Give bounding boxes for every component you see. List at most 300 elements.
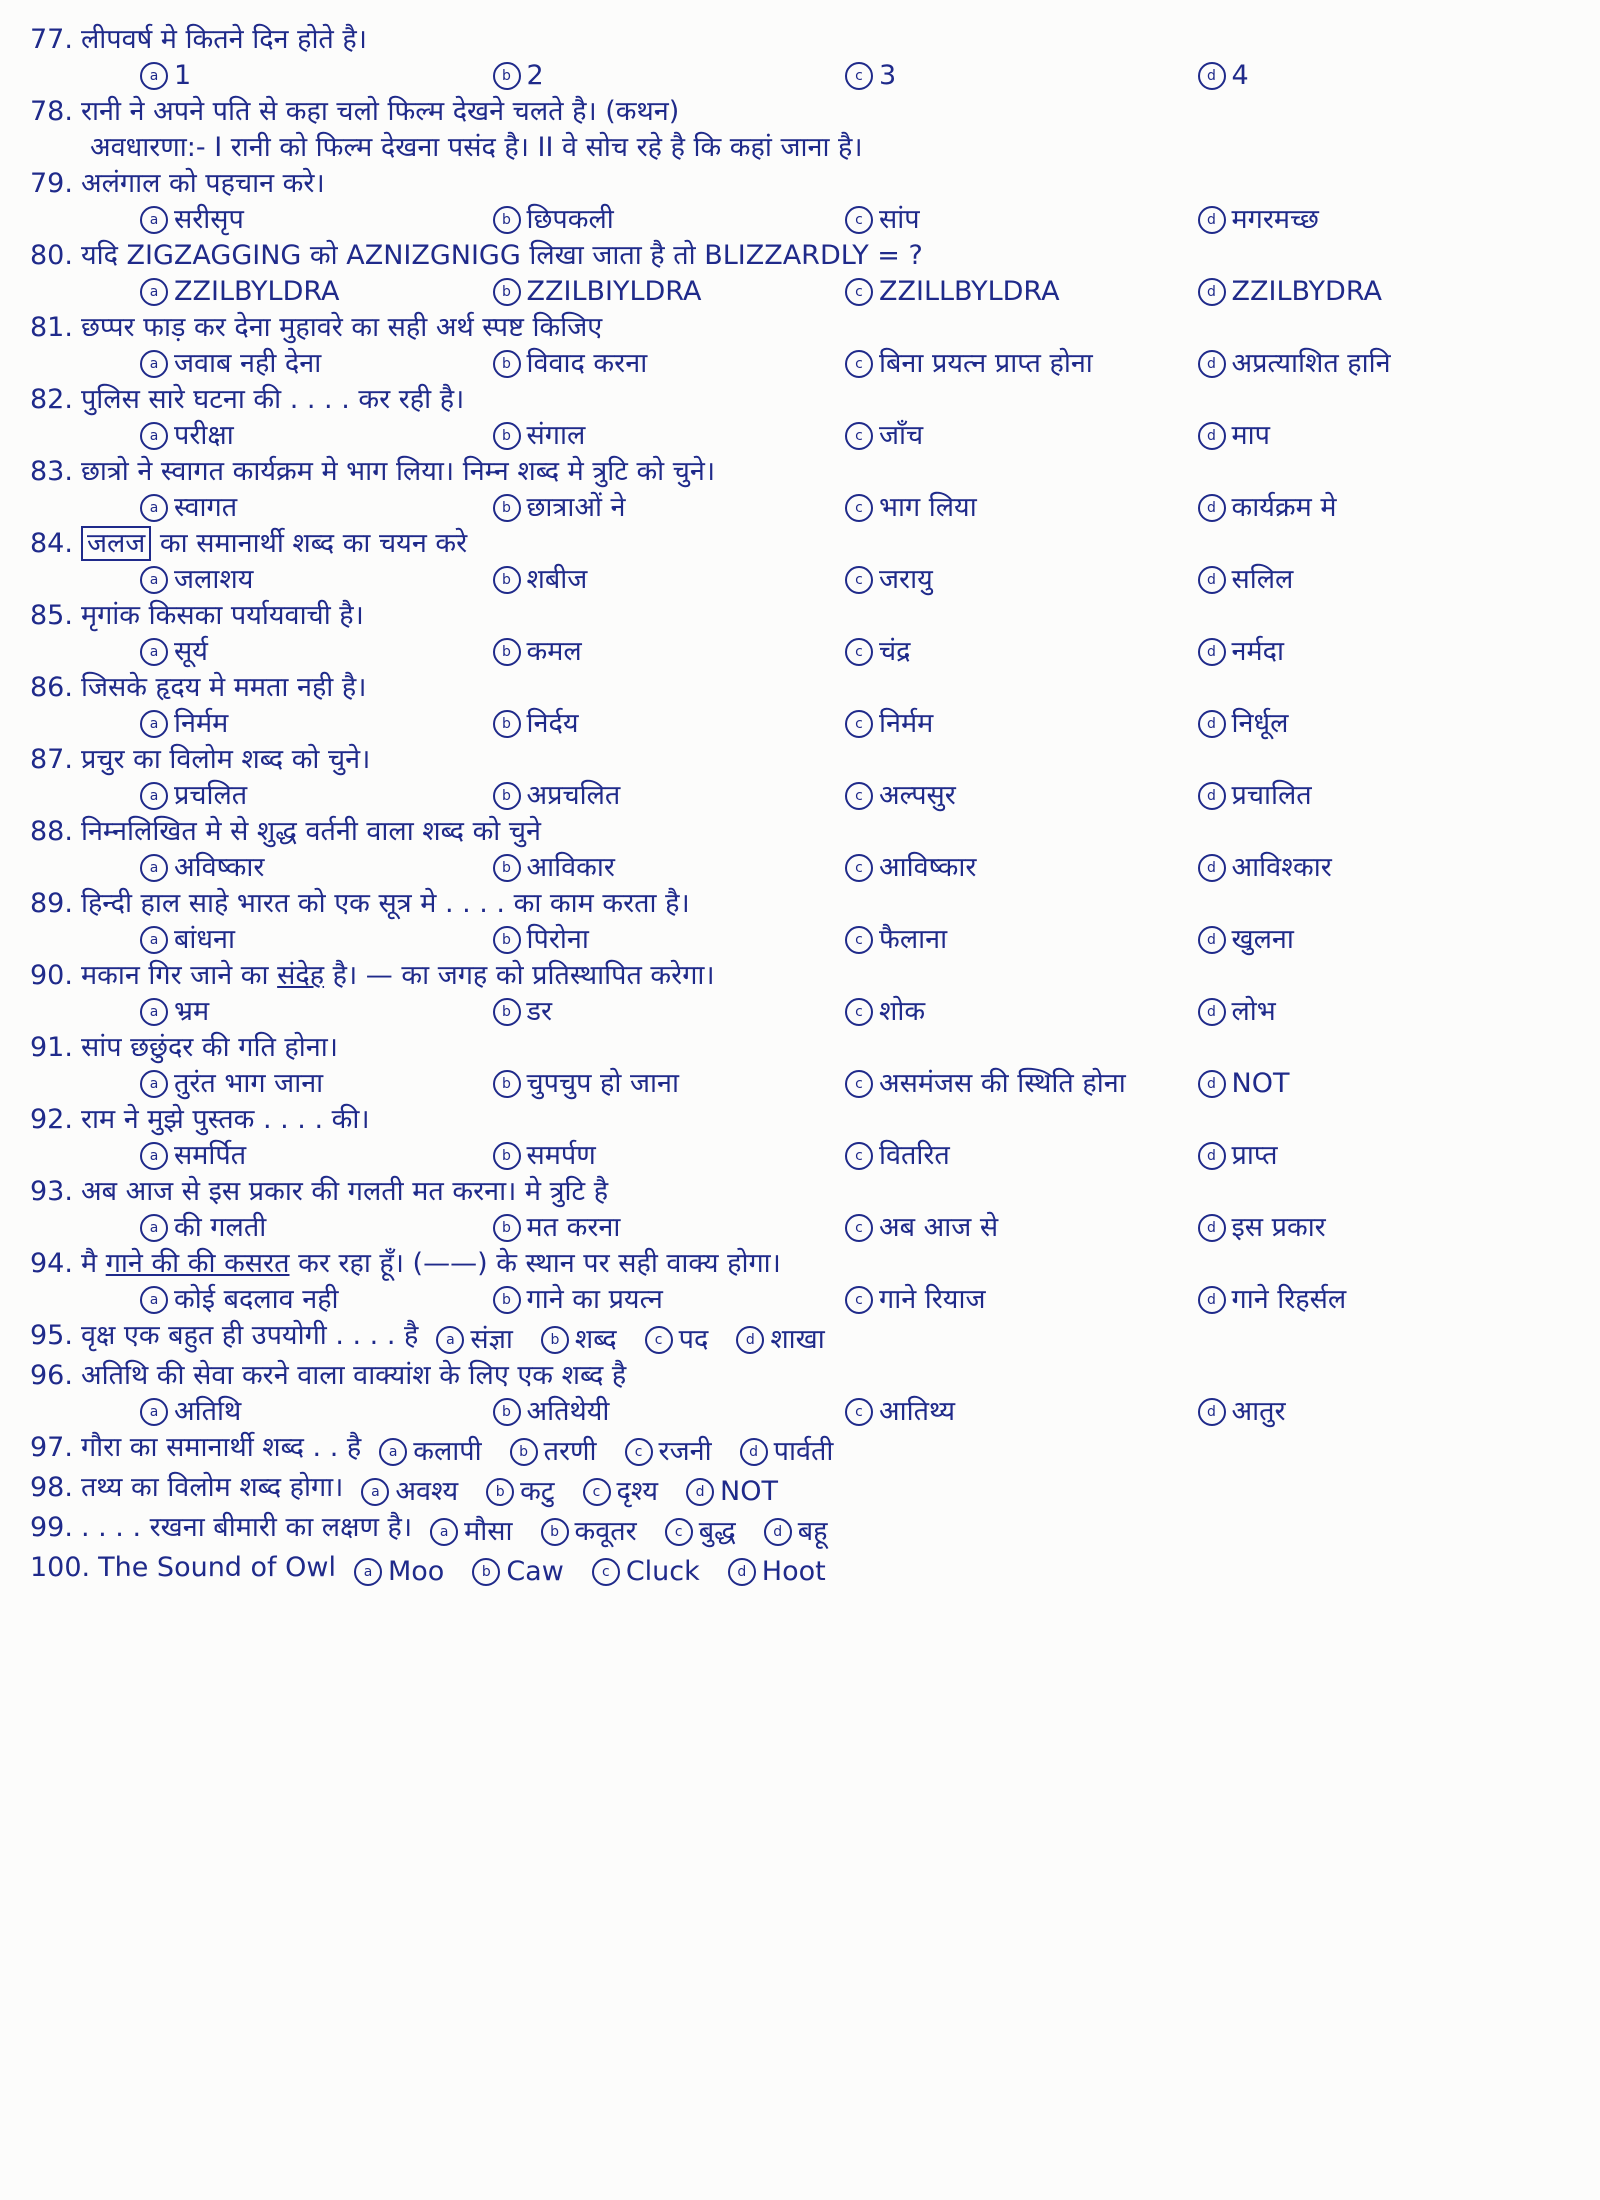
option-text: ZZILBYLDRA: [174, 276, 340, 307]
option-b[interactable]: [541, 1322, 617, 1358]
inline-options: [436, 1322, 852, 1358]
option-text: बुद्ध: [698, 1516, 736, 1547]
option-b[interactable]: [493, 346, 846, 382]
question-item: [30, 1030, 1550, 1102]
option-text: परीक्षा: [174, 420, 234, 451]
options-row: [30, 1394, 1550, 1430]
option-text: NOT: [720, 1476, 778, 1507]
option-text: सरीसृप: [174, 204, 244, 235]
option-a[interactable]: [436, 1322, 513, 1358]
option-text: चंद्र: [879, 636, 911, 667]
option-text: सांप: [879, 204, 920, 235]
option-mark: c: [645, 1326, 673, 1354]
option-a[interactable]: [361, 1474, 458, 1510]
option-mark: a: [140, 1142, 168, 1170]
option-c[interactable]: [845, 346, 1198, 382]
option-d[interactable]: [728, 1554, 826, 1590]
option-mark: c: [845, 710, 873, 738]
option-text: अविष्कार: [174, 852, 265, 883]
option-b[interactable]: [493, 58, 846, 94]
option-text: अवश्य: [395, 1476, 459, 1507]
question-line: [30, 958, 1550, 994]
options-row: [30, 1282, 1550, 1318]
option-mark: d: [1198, 854, 1226, 882]
question-number: 85.: [30, 600, 73, 631]
option-a[interactable]: [140, 1282, 493, 1318]
option-text: संगाल: [526, 420, 586, 451]
option-text: डर: [526, 996, 552, 1027]
option-a[interactable]: [140, 1066, 493, 1102]
question-number: 84.: [30, 528, 73, 559]
option-a[interactable]: [140, 994, 493, 1030]
option-text: छिपकली: [526, 204, 614, 235]
option-mark: c: [845, 1142, 873, 1170]
option-text: मगरमच्छ: [1231, 204, 1319, 235]
option-d[interactable]: [1198, 418, 1551, 454]
option-a[interactable]: [140, 1138, 493, 1174]
option-text: कमल: [526, 636, 582, 667]
option-mark: c: [845, 1398, 873, 1426]
question-item: [30, 94, 1550, 166]
option-text: समर्पित: [174, 1140, 247, 1171]
option-d[interactable]: [1198, 490, 1551, 526]
option-mark: a: [140, 926, 168, 954]
option-c[interactable]: [583, 1474, 658, 1510]
option-mark: d: [1198, 926, 1226, 954]
option-mark: a: [361, 1478, 389, 1506]
options-row: [30, 994, 1550, 1030]
option-b[interactable]: [493, 274, 846, 310]
option-mark: c: [592, 1558, 620, 1586]
option-a[interactable]: [140, 1394, 493, 1430]
option-text: सूर्य: [174, 636, 208, 667]
option-text: अप्रत्याशित हानि: [1231, 348, 1391, 379]
option-d[interactable]: [1198, 1394, 1551, 1430]
question-item: [30, 526, 1550, 598]
question-item: [30, 598, 1550, 670]
question-text: का समानार्थी शब्द का चयन करे: [159, 528, 468, 559]
option-d[interactable]: [736, 1322, 824, 1358]
question-number: 94.: [30, 1248, 73, 1279]
option-text: ZZILBIYLDRA: [526, 276, 702, 307]
option-mark: a: [379, 1438, 407, 1466]
option-d[interactable]: [1198, 922, 1551, 958]
question-text: राम ने मुझे पुस्तक . . . . की।: [80, 1104, 370, 1135]
option-text: बिना प्रयत्न प्राप्त होना: [879, 348, 1093, 379]
option-mark: c: [845, 926, 873, 954]
option-d[interactable]: [1198, 634, 1551, 670]
option-mark: a: [140, 278, 168, 306]
question-number: 98.: [30, 1472, 73, 1503]
option-c[interactable]: [845, 1394, 1198, 1430]
option-d[interactable]: [1198, 562, 1551, 598]
question-line: [30, 22, 1550, 58]
option-mark: c: [845, 206, 873, 234]
option-c[interactable]: [592, 1554, 700, 1590]
option-a[interactable]: [140, 922, 493, 958]
question-text: यदि ZIGZAGGING को AZNIZGNIGG लिखा जाता है तो BLIZZARDLY = ?: [80, 240, 923, 271]
option-mark: d: [728, 1558, 756, 1586]
question-item: [30, 958, 1550, 1030]
question-text: लीपवर्ष मे कितने दिन होते है।: [80, 24, 367, 55]
question-number: 93.: [30, 1176, 73, 1207]
option-b[interactable]: [493, 994, 846, 1030]
option-text: सलिल: [1231, 564, 1294, 595]
option-text: कवूतर: [574, 1516, 637, 1547]
question-text: छप्पर फाड़ कर देना मुहावरे का सही अर्थ स्पष्ट किजिए: [80, 312, 603, 343]
option-b[interactable]: [493, 922, 846, 958]
question-text: अतिथि की सेवा करने वाला वाक्यांश के लिए एक शब्द है: [80, 1360, 627, 1391]
option-d[interactable]: [1198, 706, 1551, 742]
option-text: निर्मम: [879, 708, 934, 739]
options-row: [30, 274, 1550, 310]
option-b[interactable]: [486, 1474, 554, 1510]
option-text: चुपचुप हो जाना: [526, 1068, 679, 1099]
question-number: 97.: [30, 1432, 73, 1463]
option-mark: d: [1198, 422, 1226, 450]
option-mark: c: [845, 62, 873, 90]
question-text: अलंगाल को पहचान करे।: [80, 168, 325, 199]
option-a[interactable]: [140, 634, 493, 670]
question-item: [30, 742, 1550, 814]
option-mark: c: [845, 998, 873, 1026]
option-b[interactable]: [493, 778, 846, 814]
option-mark: b: [493, 638, 521, 666]
option-text: फैलाना: [879, 924, 948, 955]
question-item: [30, 238, 1550, 310]
option-mark: d: [1198, 206, 1226, 234]
option-mark: a: [140, 350, 168, 378]
option-text: दृश्य: [616, 1476, 659, 1507]
option-b[interactable]: [493, 562, 846, 598]
option-d[interactable]: [1198, 1066, 1551, 1102]
inline-options: [430, 1514, 855, 1550]
option-c[interactable]: [845, 706, 1198, 742]
option-text: शोक: [879, 996, 926, 1027]
option-text: बांधना: [174, 924, 235, 955]
option-text: जवाब नही देना: [174, 348, 322, 379]
option-text: ZZILBYDRA: [1231, 276, 1382, 307]
option-text: आविश्कार: [1231, 852, 1332, 883]
inline-options: [354, 1554, 854, 1590]
option-text: निर्मम: [174, 708, 229, 739]
question-text: . . . . रखना बीमारी का लक्षण है।: [80, 1512, 413, 1543]
option-text: निर्दय: [526, 708, 579, 739]
option-c[interactable]: [845, 490, 1198, 526]
question-text: वृक्ष एक बहुत ही उपयोगी . . . . है: [80, 1320, 419, 1351]
option-text: प्रचालित: [1231, 780, 1312, 811]
option-a[interactable]: [140, 490, 493, 526]
option-text: भाग लिया: [879, 492, 977, 523]
question-item: [30, 670, 1550, 742]
question-number: 79.: [30, 168, 73, 199]
option-mark: c: [583, 1478, 611, 1506]
option-c[interactable]: [645, 1322, 709, 1358]
option-c[interactable]: [845, 850, 1198, 886]
option-text: पद: [678, 1324, 709, 1355]
option-text: Hoot: [761, 1556, 826, 1587]
question-text: रानी ने अपने पति से कहा चलो फिल्म देखने चलते है। (कथन): [80, 96, 680, 127]
question-text: छात्रो ने स्वागत कार्यक्रम मे भाग लिया। निम्न शब्द मे त्रुटि को चुने।: [80, 456, 716, 487]
question-line: [30, 1470, 1550, 1510]
option-d[interactable]: [1198, 202, 1551, 238]
option-d[interactable]: [764, 1514, 828, 1550]
option-c[interactable]: [625, 1434, 712, 1470]
option-mark: d: [764, 1518, 792, 1546]
option-mark: b: [493, 350, 521, 378]
option-mark: a: [436, 1326, 464, 1354]
option-mark: b: [493, 422, 521, 450]
question-item: [30, 814, 1550, 886]
option-d[interactable]: [1198, 850, 1551, 886]
question-line: [30, 310, 1550, 346]
option-c[interactable]: [845, 202, 1198, 238]
option-d[interactable]: [1198, 1282, 1551, 1318]
option-b[interactable]: [472, 1554, 563, 1590]
option-mark: b: [493, 782, 521, 810]
question-item: [30, 1510, 1550, 1550]
option-text: स्वागत: [174, 492, 238, 523]
option-text: लोभ: [1231, 996, 1276, 1027]
option-d[interactable]: [686, 1474, 778, 1510]
question-text: अब आज से इस प्रकार की गलती मत करना। मे त्रुटि है: [80, 1176, 609, 1207]
option-mark: d: [1198, 494, 1226, 522]
option-text: आतिथ्य: [879, 1396, 956, 1427]
question-text: हिन्दी हाल साहे भारत को एक सूत्र मे . . . . का काम करता है।: [80, 888, 690, 919]
question-item: [30, 1470, 1550, 1510]
option-mark: b: [493, 854, 521, 882]
question-number: 100.: [30, 1552, 91, 1583]
question-text: गौरा का समानार्थी शब्द . . है: [80, 1432, 362, 1463]
question-line: [30, 886, 1550, 922]
option-text: शब्द: [574, 1324, 617, 1355]
option-a[interactable]: [140, 58, 493, 94]
option-text: अतिथि: [174, 1396, 242, 1427]
option-mark: b: [541, 1326, 569, 1354]
question-item: [30, 166, 1550, 238]
underlined-phrase: संदेह: [277, 960, 325, 991]
option-text: कलापी: [413, 1436, 482, 1467]
option-text: आविष्कार: [879, 852, 977, 883]
option-text: समर्पण: [526, 1140, 596, 1171]
option-mark: b: [493, 62, 521, 90]
option-c[interactable]: [845, 1138, 1198, 1174]
option-d[interactable]: [1198, 346, 1551, 382]
option-c[interactable]: [845, 562, 1198, 598]
option-a[interactable]: [140, 346, 493, 382]
option-mark: b: [493, 494, 521, 522]
option-b[interactable]: [493, 634, 846, 670]
question-line: [30, 1358, 1550, 1394]
option-b[interactable]: [493, 1394, 846, 1430]
option-mark: c: [845, 278, 873, 306]
option-mark: a: [140, 1070, 168, 1098]
option-d[interactable]: [1198, 778, 1551, 814]
option-c[interactable]: [845, 634, 1198, 670]
option-d[interactable]: [1198, 994, 1551, 1030]
option-text: कटु: [520, 1476, 555, 1507]
question-text: निम्नलिखित मे से शुद्ध वर्तनी वाला शब्द को चुने: [80, 816, 542, 847]
option-mark: b: [510, 1438, 538, 1466]
option-text: 4: [1231, 60, 1249, 91]
question-line: [30, 382, 1550, 418]
question-line: [30, 1174, 1550, 1210]
option-d[interactable]: [1198, 1138, 1551, 1174]
option-c[interactable]: [845, 274, 1198, 310]
option-text: मत करना: [526, 1212, 621, 1243]
option-a[interactable]: [140, 418, 493, 454]
option-a[interactable]: [140, 706, 493, 742]
question-text: The Sound of Owl: [98, 1552, 336, 1583]
question-number: 95.: [30, 1320, 73, 1351]
question-line: [30, 454, 1550, 490]
inline-options: [361, 1474, 806, 1510]
option-text: कोई बदलाव नही: [174, 1284, 339, 1315]
option-b[interactable]: [541, 1514, 637, 1550]
option-mark: d: [1198, 1070, 1226, 1098]
option-mark: d: [1198, 1142, 1226, 1170]
option-c[interactable]: [665, 1514, 736, 1550]
option-b[interactable]: [510, 1434, 597, 1470]
options-row: [30, 850, 1550, 886]
option-text: पार्वती: [773, 1436, 834, 1467]
option-c[interactable]: [845, 994, 1198, 1030]
question-number: 91.: [30, 1032, 73, 1063]
option-d[interactable]: [1198, 274, 1551, 310]
option-b[interactable]: [493, 850, 846, 886]
option-b[interactable]: [493, 1210, 846, 1246]
option-c[interactable]: [845, 418, 1198, 454]
option-text: ZZILLBYLDRA: [879, 276, 1060, 307]
question-list: [30, 22, 1550, 1590]
option-text: माप: [1231, 420, 1270, 451]
option-c[interactable]: [845, 778, 1198, 814]
option-mark: d: [740, 1438, 768, 1466]
option-c[interactable]: [845, 1066, 1198, 1102]
option-mark: c: [845, 350, 873, 378]
options-row: [30, 490, 1550, 526]
question-line: [30, 670, 1550, 706]
question-item: [30, 22, 1550, 94]
option-text: की गलती: [174, 1212, 267, 1243]
option-text: असमंजस की स्थिति होना: [879, 1068, 1126, 1099]
option-a[interactable]: [354, 1554, 444, 1590]
option-a[interactable]: [140, 1210, 493, 1246]
option-mark: d: [1198, 62, 1226, 90]
option-text: गाने रिहर्सल: [1231, 1284, 1347, 1315]
question-number: 83.: [30, 456, 73, 487]
question-number: 82.: [30, 384, 73, 415]
option-text: प्रचलित: [174, 780, 248, 811]
option-mark: d: [1198, 566, 1226, 594]
option-c[interactable]: [845, 1210, 1198, 1246]
option-b[interactable]: [493, 202, 846, 238]
option-mark: c: [845, 1214, 873, 1242]
option-a[interactable]: [140, 274, 493, 310]
option-mark: d: [686, 1478, 714, 1506]
option-mark: a: [140, 998, 168, 1026]
option-mark: b: [493, 206, 521, 234]
question-item: [30, 310, 1550, 382]
option-text: खुलना: [1231, 924, 1294, 955]
option-mark: d: [736, 1326, 764, 1354]
option-text: शबीज: [526, 564, 588, 595]
option-c[interactable]: [845, 1282, 1198, 1318]
question-line: [30, 1030, 1550, 1066]
option-text: अप्रचलित: [526, 780, 621, 811]
question-line: [30, 1550, 1550, 1590]
option-a[interactable]: [140, 562, 493, 598]
option-mark: b: [493, 1070, 521, 1098]
option-b[interactable]: [493, 1138, 846, 1174]
option-mark: b: [472, 1558, 500, 1586]
option-text: जरायु: [879, 564, 933, 595]
option-mark: c: [845, 638, 873, 666]
question-line: [30, 1246, 1550, 1282]
option-a[interactable]: [430, 1514, 512, 1550]
option-b[interactable]: [493, 1066, 846, 1102]
option-mark: b: [493, 926, 521, 954]
option-text: Moo: [387, 1556, 445, 1587]
option-mark: a: [140, 494, 168, 522]
question-item: [30, 454, 1550, 526]
option-b[interactable]: [493, 490, 846, 526]
option-a[interactable]: [140, 850, 493, 886]
option-c[interactable]: [845, 922, 1198, 958]
question-text: सांप छछुंदर की गति होना।: [80, 1032, 338, 1063]
option-mark: b: [493, 1214, 521, 1242]
option-mark: c: [845, 494, 873, 522]
option-mark: d: [1198, 350, 1226, 378]
option-mark: d: [1198, 1214, 1226, 1242]
option-b[interactable]: [493, 706, 846, 742]
option-mark: b: [493, 1142, 521, 1170]
question-line: [30, 814, 1550, 850]
option-mark: a: [140, 1398, 168, 1426]
option-a[interactable]: [140, 202, 493, 238]
option-a[interactable]: [379, 1434, 481, 1470]
question-item: [30, 1102, 1550, 1174]
option-a[interactable]: [140, 778, 493, 814]
option-text: इस प्रकार: [1231, 1212, 1326, 1243]
option-d[interactable]: [1198, 58, 1551, 94]
question-text: प्रचुर का विलोम शब्द को चुने।: [80, 744, 371, 775]
option-mark: b: [493, 566, 521, 594]
option-text: आविकार: [526, 852, 615, 883]
question-item: [30, 1318, 1550, 1358]
option-b[interactable]: [493, 1282, 846, 1318]
question-line: [30, 238, 1550, 274]
question-number: 89.: [30, 888, 73, 919]
option-mark: a: [430, 1518, 458, 1546]
option-mark: a: [140, 566, 168, 594]
option-c[interactable]: [845, 58, 1198, 94]
question-line: [30, 94, 1550, 130]
option-text: रजनी: [658, 1436, 712, 1467]
option-mark: a: [140, 1286, 168, 1314]
option-d[interactable]: [1198, 1210, 1551, 1246]
option-text: मौसा: [464, 1516, 513, 1547]
option-text: बहू: [797, 1516, 828, 1547]
question-line: [30, 1510, 1550, 1550]
options-row: [30, 418, 1550, 454]
options-row: [30, 346, 1550, 382]
option-b[interactable]: [493, 418, 846, 454]
question-number: 99.: [30, 1512, 73, 1543]
option-text: कार्यक्रम मे: [1231, 492, 1337, 523]
question-text: मृगांक किसका पर्यायवाची है।: [80, 600, 364, 631]
option-d[interactable]: [740, 1434, 834, 1470]
